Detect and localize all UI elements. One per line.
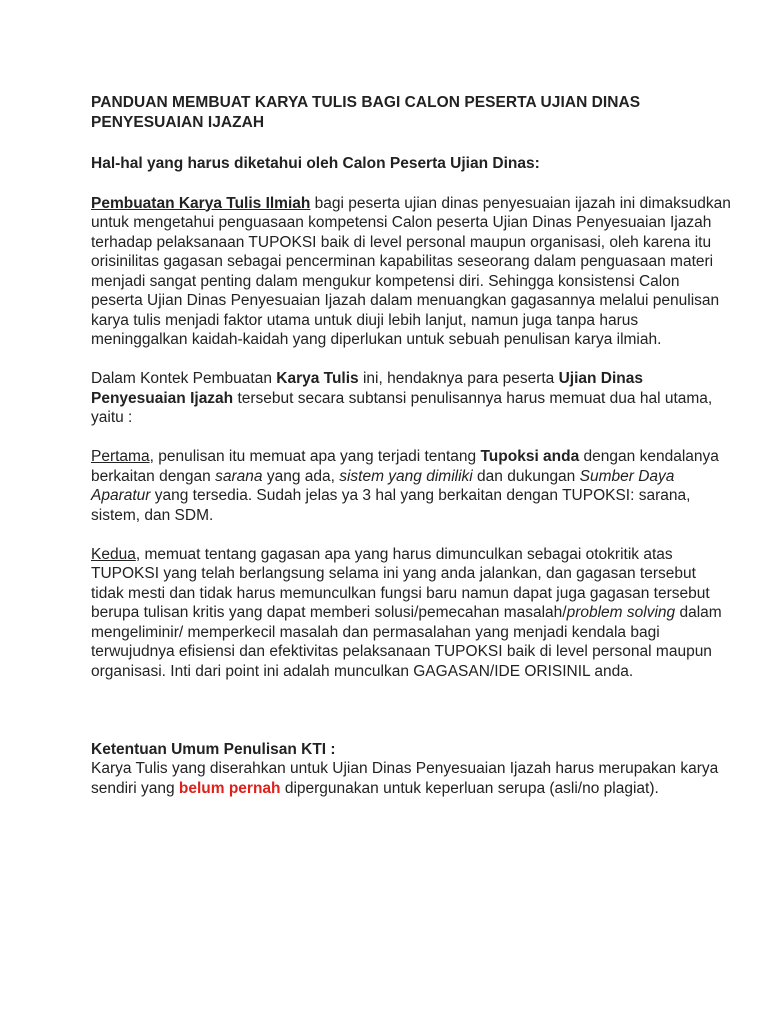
paragraph-first-text-3: yang ada, [262, 467, 340, 485]
paragraph-first-text-2: dengan kendalanya berkaitan dengan [91, 448, 719, 485]
paragraph-context-bold-2: Ujian Dinas Penyesuaian Ijazah [91, 370, 644, 407]
paragraph-first-lead: Pertama [91, 448, 150, 465]
spacer [91, 701, 731, 740]
paragraph-context-text-3: tersebut secara subtansi penulisannya harus memuat dua hal utama, yaitu : [91, 389, 713, 426]
paragraph-first-italic-3: Sumber Daya Aparatur [91, 467, 675, 504]
kti-highlight-red: belum pernah [178, 779, 281, 797]
kti-text-2: dipergunakan untuk keperluan serupa (asli/no plagiat). [280, 779, 659, 797]
paragraph-context-text-2: ini, hendaknya para peserta [358, 370, 559, 387]
paragraph-second-text-1: , memuat tentang gagasan apa yang harus dimunculkan sebagai otokritik atas TUPOKSI yang telah berlangsung selama ini yang anda jalankan, dan gagasan tersebut tidak mesti dan tidak harus memunculkan fungsi baru namun dapat juga gagasan tersebut berupa tulisan kritis yang dapat memberi solusi/pemecahan masalah/ [91, 545, 710, 621]
document-title: PANDUAN MEMBUAT KARYA TULIS BAGI CALON PESERTA UJIAN DINAS PENYESUAIAN IJAZAH [91, 94, 641, 131]
kti-heading: Ketentuan Umum Penulisan KTI : [91, 740, 336, 758]
paragraph-first-text-4: dan dukungan [472, 467, 580, 485]
paragraph-context [91, 369, 731, 428]
kti-text-1: Karya Tulis yang diserahkan untuk Ujian Dinas Penyesuaian Ijazah harus merupakan karya sendiri yang [91, 760, 719, 797]
paragraph-first-text-1: , penulisan itu memuat apa yang terjadi tentang [149, 448, 481, 465]
document-page [91, 93, 731, 798]
section-subheading: Hal-hal yang harus diketahui oleh Calon Peserta Ujian Dinas: [91, 155, 540, 172]
paragraph-second-text-2: dalam mengeliminir/ memperkecil masalah dan permasalahan yang menjadi kendala bagi terwujudnya efisiensi dan efektivitas pelaksanaan TUPOKSI baik di level personal maupun organisasi. Inti dari point ini adalah munculkan GAGASAN/IDE ORISINIL anda. [91, 604, 722, 680]
paragraph-second-italic-1: problem solving [566, 604, 676, 621]
paragraph-intro [91, 194, 731, 350]
paragraph-first-bold-1: Tupoksi anda [480, 448, 580, 465]
paragraph-first-point [91, 447, 731, 525]
paragraph-context-bold-1: Karya Tulis [276, 370, 359, 387]
paragraph-second-point [91, 545, 731, 682]
paragraph-context-text-1: Dalam Kontek Pembuatan [91, 370, 277, 387]
paragraph-first-italic-2: sistem yang dimiliki [339, 467, 473, 485]
paragraph-first-text-5: yang tersedia. Sudah jelas ya 3 hal yang berkaitan dengan TUPOKSI: sarana, sistem, dan SDM. [91, 487, 691, 524]
paragraph-intro-text: bagi peserta ujian dinas penyesuaian ijazah ini dimaksudkan untuk mengetahui penguasaan kompetensi Calon peserta Ujian Dinas Penyesuaian Ijazah terhadap pelaksanaan TUPOKSI baik di level personal maupun organisasi, oleh karena itu orisinilitas gagasan sebagai pencerminan kapabilitas seseorang dalam penguasaan materi menjadi sangat penting dalam mengukur kompetensi diri. Sehingga konsistensi Calon peserta Ujian Dinas Penyesuaian Ijazah dalam menuangkan gagasannya melalui penulisan karya tulis menjadi faktor utama untuk diuji lebih lanjut, namun juga tanpa harus meninggalkan kaidah-kaidah yang diperlukan untuk sebuah penulisan karya ilmiah. [91, 194, 731, 348]
paragraph-second-lead: Kedua [91, 545, 136, 563]
paragraph-intro-lead: Pembuatan Karya Tulis Ilmiah [91, 194, 311, 212]
paragraph-first-italic-1: sarana [215, 467, 263, 485]
kti-paragraph [91, 759, 731, 798]
